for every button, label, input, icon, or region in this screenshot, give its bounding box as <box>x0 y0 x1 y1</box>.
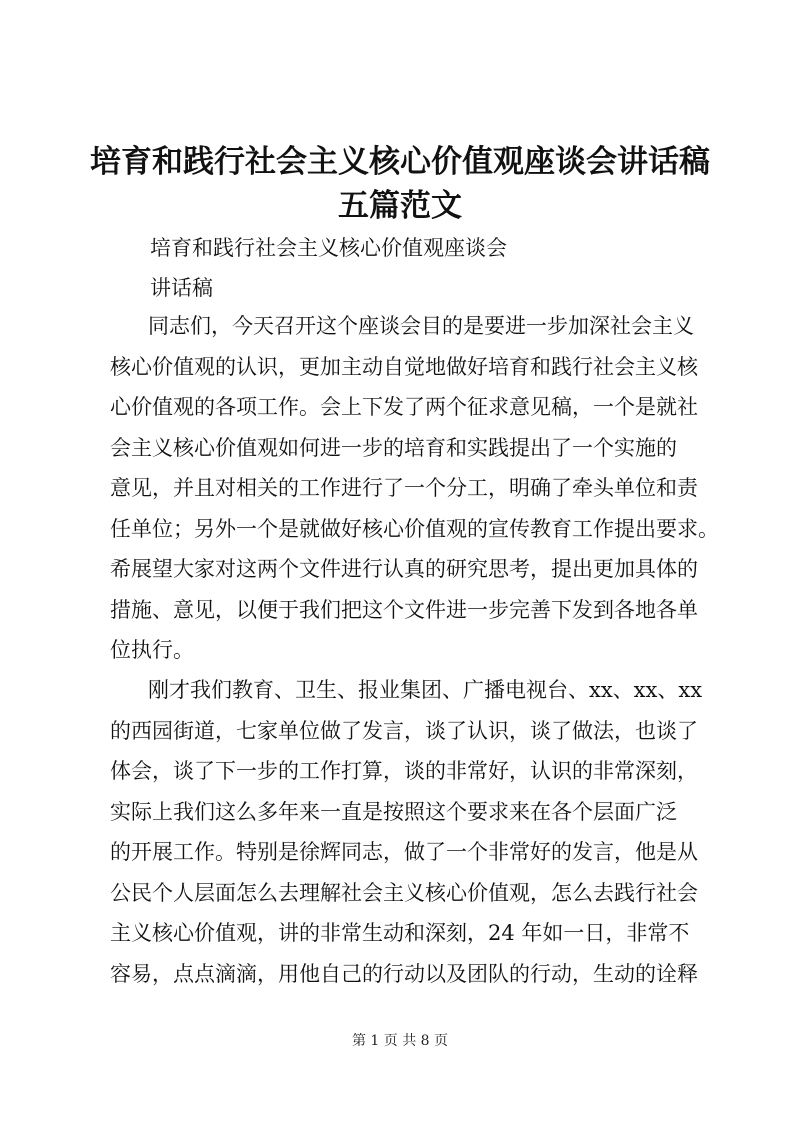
paragraph-line: 实际上我们这么多年来一直是按照这个要求来在各个层面广泛 <box>110 799 677 824</box>
paragraph-line: 主义核心价值观，讲的非常生动和深刻，24 年如一日，非常不 <box>110 921 690 945</box>
paragraph-1 <box>110 306 719 671</box>
paragraph-line: 公民个人层面怎么去理解社会主义核心价值观，怎么去践行社会 <box>110 880 698 905</box>
title-line-2: 五篇范文 <box>338 188 462 224</box>
paragraph-line: 位执行。 <box>110 638 194 662</box>
document-title <box>60 140 740 228</box>
document-subtitle <box>150 228 507 308</box>
paragraph-line: 措施、意见，以便于我们把这个文件进一步完善下发到各地各单 <box>110 597 698 622</box>
paragraph-line: 希展望大家对这两个文件进行认真的研究思考，提出更加具体的 <box>110 557 698 581</box>
paragraph-line: 的开展工作。特别是徐辉同志，做了一个非常好的发言，他是从 <box>110 840 698 864</box>
paragraph-line: 体会，谈了下一步的工作打算，谈的非常好，认识的非常深刻， <box>110 759 698 783</box>
paragraph-line: 意见，并且对相关的工作进行了一个分工，明确了牵头单位和责 <box>110 476 698 500</box>
paragraph-line: 任单位；另外一个是就做好核心价值观的宣传教育工作提出要求。 <box>110 516 719 541</box>
paragraph-line: 的西园街道，七家单位做了发言，谈了认识，谈了做法，也谈了 <box>110 718 698 743</box>
subtitle-line-1: 培育和践行社会主义核心价值观座谈会 <box>150 236 507 260</box>
paragraph-line: 刚才我们教育、卫生、报业集团、广播电视台、xx、xx、xx <box>148 678 703 702</box>
paragraph-line: 心价值观的各项工作。会上下发了两个征求意见稿，一个是就社 <box>110 395 698 419</box>
paragraph-2 <box>110 670 703 994</box>
page-number-footer: 第 1 页 共 8 页 <box>351 1033 449 1049</box>
subtitle-line-2: 讲话稿 <box>150 276 213 300</box>
paragraph-line: 容易，点点滴滴，用他自己的行动以及团队的行动，生动的诠释 <box>110 961 698 986</box>
paragraph-line: 核心价值观的认识，更加主动自觉地做好培育和践行社会主义核 <box>110 354 698 379</box>
paragraph-line: 会主义核心价值观如何进一步的培育和实践提出了一个实施的 <box>110 435 677 460</box>
title-line-1: 培育和践行社会主义核心价值观座谈会讲话稿 <box>90 144 710 180</box>
paragraph-line: 同志们，今天召开这个座谈会目的是要进一步加深社会主义 <box>148 314 694 338</box>
